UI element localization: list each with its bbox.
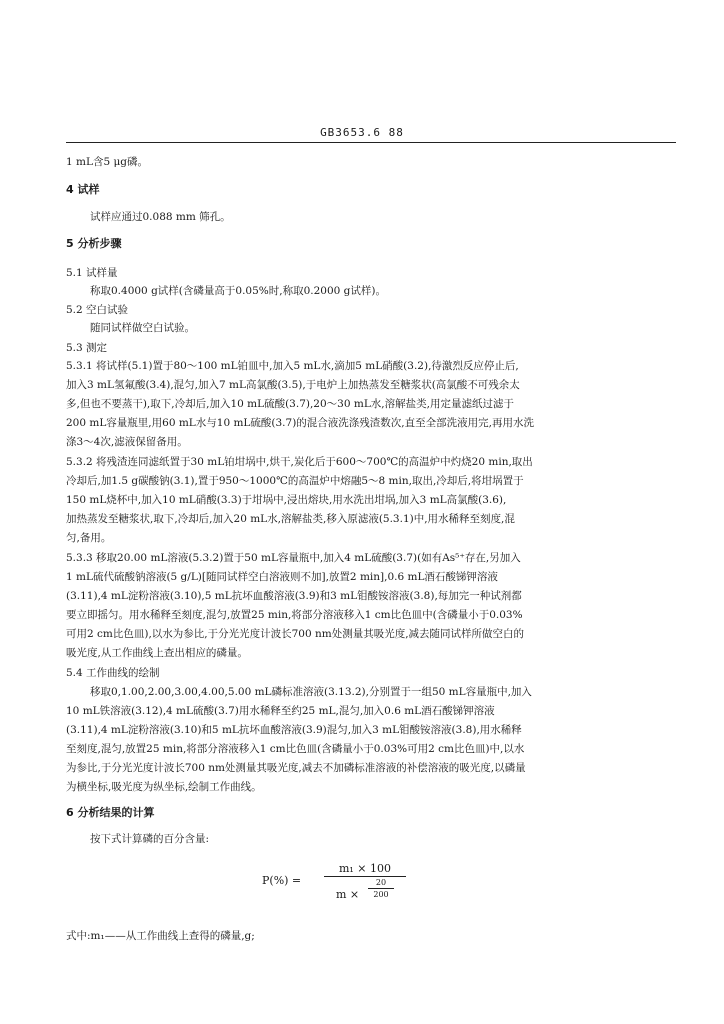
section-heading-4: 4 试样 (66, 183, 100, 196)
paragraph-line: 为横坐标,吸光度为纵坐标,绘制工作曲线。 (66, 781, 262, 793)
subsection-heading-5-3: 5.3 测定 (66, 342, 108, 354)
paragraph-line: 涤3～4次,滤液保留备用。 (66, 436, 188, 448)
formula-main-fraction (324, 862, 406, 908)
paragraph-line: 冷却后,加1.5 g碳酸钠(3.1),置于950～1000℃的高温炉中熔融5～8 min,取出,冷却后,将坩埚置于 (66, 475, 524, 487)
paragraph-line: (3.11),4 mL淀粉溶液(3.10),5 mL抗坏血酸溶液(3.9)和3 mL钼酸铵溶液(3.8),每加完一种试剂都 (66, 590, 522, 602)
formula-denominator-m: m × (336, 888, 360, 901)
paragraph-line: 要立即摇匀。用水稀释至刻度,混匀,放置25 min,将部分溶液移入1 cm比色皿中(含磷量小于0.03% (66, 609, 523, 621)
text-line: 称取0.4000 g试样(含磷量高于0.05%时,称取0.2000 g试样)。 (90, 285, 386, 297)
paragraph-line: 为参比,于分光光度计波长700 nm处测量其吸光度,减去不加磷标准溶液的补偿溶液的吸光度,以磷量 (66, 762, 526, 774)
subsection-heading-5-4: 5.4 工作曲线的绘制 (66, 667, 160, 679)
paragraph-line: 可用2 cm比色皿),以水为参比,于分光光度计波长700 nm处测量其吸光度,减去随同试样所做空白的 (66, 628, 525, 640)
paragraph-line: 5.3.3 移取20.00 mL溶液(5.3.2)置于50 mL容量瓶中,加入4 mL硫酸(3.7)(如有As⁵⁺存在,另加入 (66, 552, 521, 564)
formula-wherein: 式中:m₁——从工作曲线上查得的磷量,g; (66, 930, 255, 942)
text-line: 按下式计算磷的百分含量: (90, 833, 210, 845)
standard-header: GB3653.6 88 (320, 126, 404, 139)
section-heading-5: 5 分析步骤 (66, 237, 122, 250)
paragraph-line: 加热蒸发至糖浆状,取下,冷却后,加入20 mL水,溶解盐类,移入原滤液(5.3.1)中,用水稀释至刻度,混 (66, 513, 515, 525)
paragraph-line: 1 mL硫代硫酸钠溶液(5 g/L)[随同试样空白溶液则不加],放置2 min],0.6 mL酒石酸锑钾溶液 (66, 571, 498, 583)
paragraph-line: 10 mL铁溶液(3.12),4 mL硫酸(3.7)用水稀释至约25 mL,混匀,加入0.6 mL酒石酸锑钾溶液 (66, 705, 495, 717)
formula-numerator: m₁ × 100 (338, 862, 392, 875)
paragraph-line: 150 mL烧杯中,加入10 mL硝酸(3.3)于坩埚中,浸出熔块,用水洗出坩埚,加入3 mL高氯酸(3.6), (66, 494, 507, 506)
paragraph-line: 移取0,1.00,2.00,3.00,4.00,5.00 mL磷标准溶液(3.13.2),分别置于一组50 mL容量瓶中,加入 (90, 686, 532, 698)
paragraph-line: 多,但也不要蒸干),取下,冷却后,加入10 mL硫酸(3.7),20～30 mL水,溶解盐类,用定量滤纸过滤于 (66, 398, 514, 410)
text-line: 随同试样做空白试验。 (90, 322, 195, 334)
paragraph-line: 匀,备用。 (66, 532, 112, 544)
paragraph-line: 至刻度,混匀,放置25 min,将部分溶液移入1 cm比色皿(含磷量小于0.03%可用2 cm比色皿)中,以水 (66, 743, 525, 755)
paragraph-line: (3.11),4 mL淀粉溶液(3.10)和5 mL抗坏血酸溶液(3.9)混匀,加入3 mL钼酸铵溶液(3.8),用水稀释 (66, 724, 522, 736)
section-heading-6: 6 分析结果的计算 (66, 806, 155, 819)
paragraph-line: 5.3.2 将残渣连同滤纸置于30 mL铂坩埚中,烘干,炭化后于600～700℃的高温炉中灼烧20 min,取出 (66, 456, 533, 468)
formula-inner-denominator: 200 (373, 890, 389, 899)
subsection-heading-5-2: 5.2 空白试验 (66, 304, 129, 316)
paragraph-line: 吸光度,从工作曲线上查出相应的磷量。 (66, 647, 248, 659)
formula-lhs: P(%) = (262, 874, 302, 887)
paragraph-line: 5.3.1 将试样(5.1)置于80～100 mL铂皿中,加入5 mL水,滴加5 mL硝酸(3.2),待激烈反应停止后, (66, 360, 519, 372)
subsection-heading-5-1: 5.1 试样量 (66, 267, 118, 279)
text-line: 试样应通过0.088 mm 筛孔。 (90, 211, 231, 223)
header-rule (66, 142, 676, 143)
text-line: 1 mL含5 μg磷。 (66, 156, 149, 168)
formula-inner-fraction (368, 878, 394, 899)
paragraph-line: 加入3 mL氢氟酸(3.4),混匀,加入7 mL高氯酸(3.5),于电炉上加热蒸发至糖浆状(高氯酸不可残余太 (66, 379, 520, 391)
formula-inner-numerator: 20 (375, 878, 387, 887)
paragraph-line: 200 mL容量瓶里,用60 mL水与10 mL硫酸(3.7)的混合液洗涤残渣数次,直至全部洗液用完,再用水洗 (66, 417, 534, 429)
